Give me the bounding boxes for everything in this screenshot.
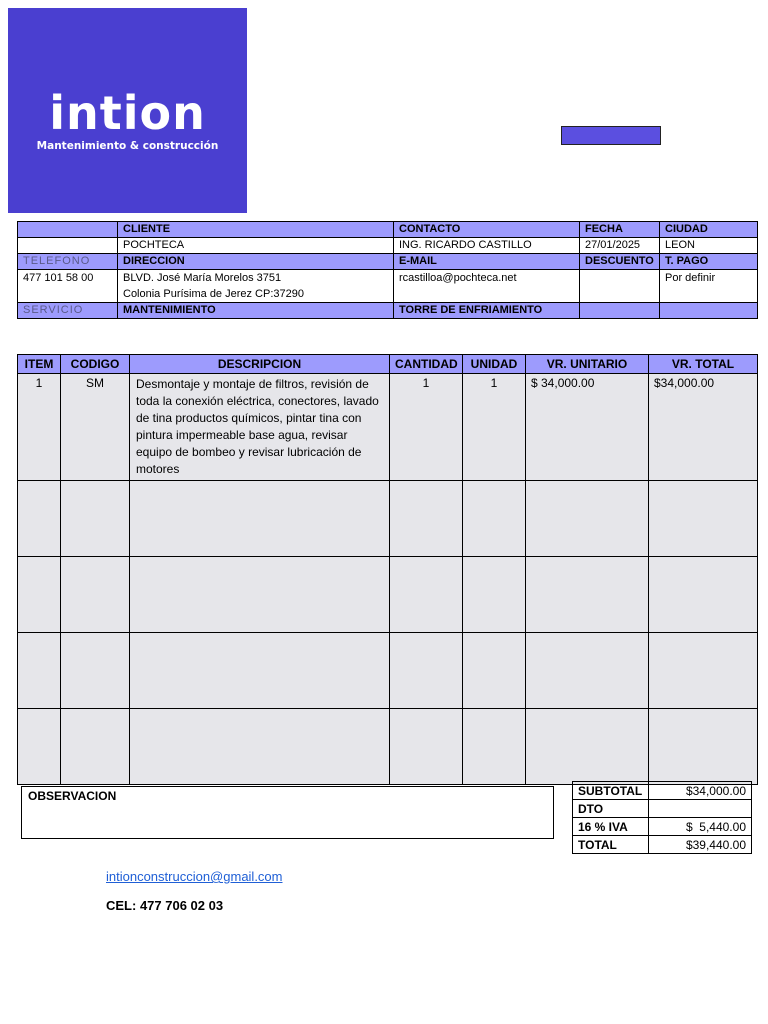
iva-label: 16 % IVA bbox=[573, 818, 649, 836]
empty-cell bbox=[463, 633, 526, 709]
totals-table bbox=[572, 781, 752, 854]
col-descripcion: DESCRIPCION bbox=[130, 355, 390, 374]
client-info-table bbox=[17, 221, 758, 319]
col-codigo: CODIGO bbox=[61, 355, 130, 374]
empty-cell bbox=[526, 481, 649, 557]
col-cantidad: CANTIDAD bbox=[390, 355, 463, 374]
dto-value bbox=[649, 800, 752, 818]
total-label: TOTAL bbox=[573, 836, 649, 854]
empty-cell bbox=[649, 557, 758, 633]
col-unidad: UNIDAD bbox=[463, 355, 526, 374]
subtotal-value: $34,000.00 bbox=[649, 782, 752, 800]
col-vr-total: VR. TOTAL bbox=[649, 355, 758, 374]
empty-cell bbox=[649, 709, 758, 785]
label-telefono: TELEFONO bbox=[18, 254, 118, 270]
value-telefono: 477 101 58 00 bbox=[18, 270, 118, 303]
info-address-row bbox=[18, 270, 758, 303]
empty-cell bbox=[390, 709, 463, 785]
value-direccion bbox=[118, 270, 394, 303]
empty-cell bbox=[18, 633, 61, 709]
direccion-line-2: Colonia Purísima de Jerez CP:37290 bbox=[123, 288, 304, 300]
label-fecha: FECHA bbox=[580, 222, 660, 238]
table-row-empty bbox=[18, 633, 758, 709]
logo-tagline: Mantenimiento & construcción bbox=[36, 140, 219, 152]
observacion-label: OBSERVACION bbox=[28, 789, 117, 803]
value-email: rcastilloa@pochteca.net bbox=[394, 270, 580, 303]
cell-item: 1 bbox=[18, 374, 61, 481]
empty-cell bbox=[61, 481, 130, 557]
info-blank-cell bbox=[18, 238, 118, 254]
total-value: $39,440.00 bbox=[649, 836, 752, 854]
cell-vr-total: $34,000.00 bbox=[649, 374, 758, 481]
value-tpago: Por definir bbox=[660, 270, 758, 303]
empty-cell bbox=[526, 557, 649, 633]
direccion-line-1: BLVD. José María Morelos 3751 bbox=[123, 272, 282, 284]
empty-cell bbox=[130, 557, 390, 633]
label-servicio: SERVICIO bbox=[18, 303, 118, 319]
cell-unidad: 1 bbox=[463, 374, 526, 481]
table-row-empty bbox=[18, 557, 758, 633]
col-item: ITEM bbox=[18, 355, 61, 374]
empty-cell bbox=[61, 709, 130, 785]
empty-cell bbox=[463, 709, 526, 785]
empty-cell bbox=[18, 557, 61, 633]
empty-cell bbox=[390, 633, 463, 709]
observacion-box bbox=[21, 786, 554, 839]
items-table bbox=[17, 354, 758, 785]
iva-row bbox=[573, 818, 752, 836]
info-blank-cell bbox=[660, 303, 758, 319]
value-ciudad: LEON bbox=[660, 238, 758, 254]
empty-cell bbox=[649, 633, 758, 709]
table-row-empty bbox=[18, 709, 758, 785]
value-fecha: 27/01/2025 bbox=[580, 238, 660, 254]
empty-cell bbox=[61, 633, 130, 709]
table-row bbox=[18, 374, 758, 481]
label-direccion: DIRECCION bbox=[118, 254, 394, 270]
value-contacto: ING. RICARDO CASTILLO bbox=[394, 238, 580, 254]
value-cliente: POCHTECA bbox=[118, 238, 394, 254]
empty-cell bbox=[130, 481, 390, 557]
dto-label: DTO bbox=[573, 800, 649, 818]
items-header-row bbox=[18, 355, 758, 374]
info-header-row-2 bbox=[18, 254, 758, 270]
label-descuento: DESCUENTO bbox=[580, 254, 660, 270]
empty-cell bbox=[649, 481, 758, 557]
empty-cell bbox=[130, 633, 390, 709]
info-header-row bbox=[18, 222, 758, 238]
info-blank-cell bbox=[18, 222, 118, 238]
label-cliente: CLIENTE bbox=[118, 222, 394, 238]
subtotal-row bbox=[573, 782, 752, 800]
empty-cell bbox=[61, 557, 130, 633]
empty-cell bbox=[130, 709, 390, 785]
total-row bbox=[573, 836, 752, 854]
info-values-row bbox=[18, 238, 758, 254]
value-servicio-detalle: TORRE DE ENFRIAMIENTO bbox=[394, 303, 580, 319]
table-row-empty bbox=[18, 481, 758, 557]
label-contacto: CONTACTO bbox=[394, 222, 580, 238]
empty-cell bbox=[18, 481, 61, 557]
contact-email-link[interactable]: intionconstruccion@gmail.com bbox=[106, 869, 283, 884]
empty-cell bbox=[18, 709, 61, 785]
cell-descripcion: Desmontaje y montaje de filtros, revisión de toda la conexión eléctrica, conectores, lavado de tina productos químicos, pintar tina con pintura impermeable base agua, revisar equipo de bombeo y revisar lubricación de motores bbox=[130, 374, 390, 481]
info-servicio-row bbox=[18, 303, 758, 319]
cell-vr-unitario: $ 34,000.00 bbox=[526, 374, 649, 481]
empty-cell bbox=[526, 709, 649, 785]
iva-value: $ 5,440.00 bbox=[649, 818, 752, 836]
subtotal-label: SUBTOTAL bbox=[573, 782, 649, 800]
empty-cell bbox=[463, 481, 526, 557]
value-descuento bbox=[580, 270, 660, 303]
cell-codigo: SM bbox=[61, 374, 130, 481]
label-email: E-MAIL bbox=[394, 254, 580, 270]
dto-row bbox=[573, 800, 752, 818]
value-servicio: MANTENIMIENTO bbox=[118, 303, 394, 319]
empty-cell bbox=[390, 481, 463, 557]
empty-cell bbox=[390, 557, 463, 633]
label-tpago: T. PAGO bbox=[660, 254, 758, 270]
info-blank-cell bbox=[580, 303, 660, 319]
contact-phone: CEL: 477 706 02 03 bbox=[106, 898, 224, 913]
empty-cell bbox=[526, 633, 649, 709]
label-ciudad: CIUDAD bbox=[660, 222, 758, 238]
company-logo bbox=[8, 8, 247, 213]
color-badge bbox=[561, 126, 661, 145]
col-vr-unitario: VR. UNITARIO bbox=[526, 355, 649, 374]
empty-cell bbox=[463, 557, 526, 633]
cell-cantidad: 1 bbox=[390, 374, 463, 481]
logo-brand: intion bbox=[49, 86, 206, 140]
